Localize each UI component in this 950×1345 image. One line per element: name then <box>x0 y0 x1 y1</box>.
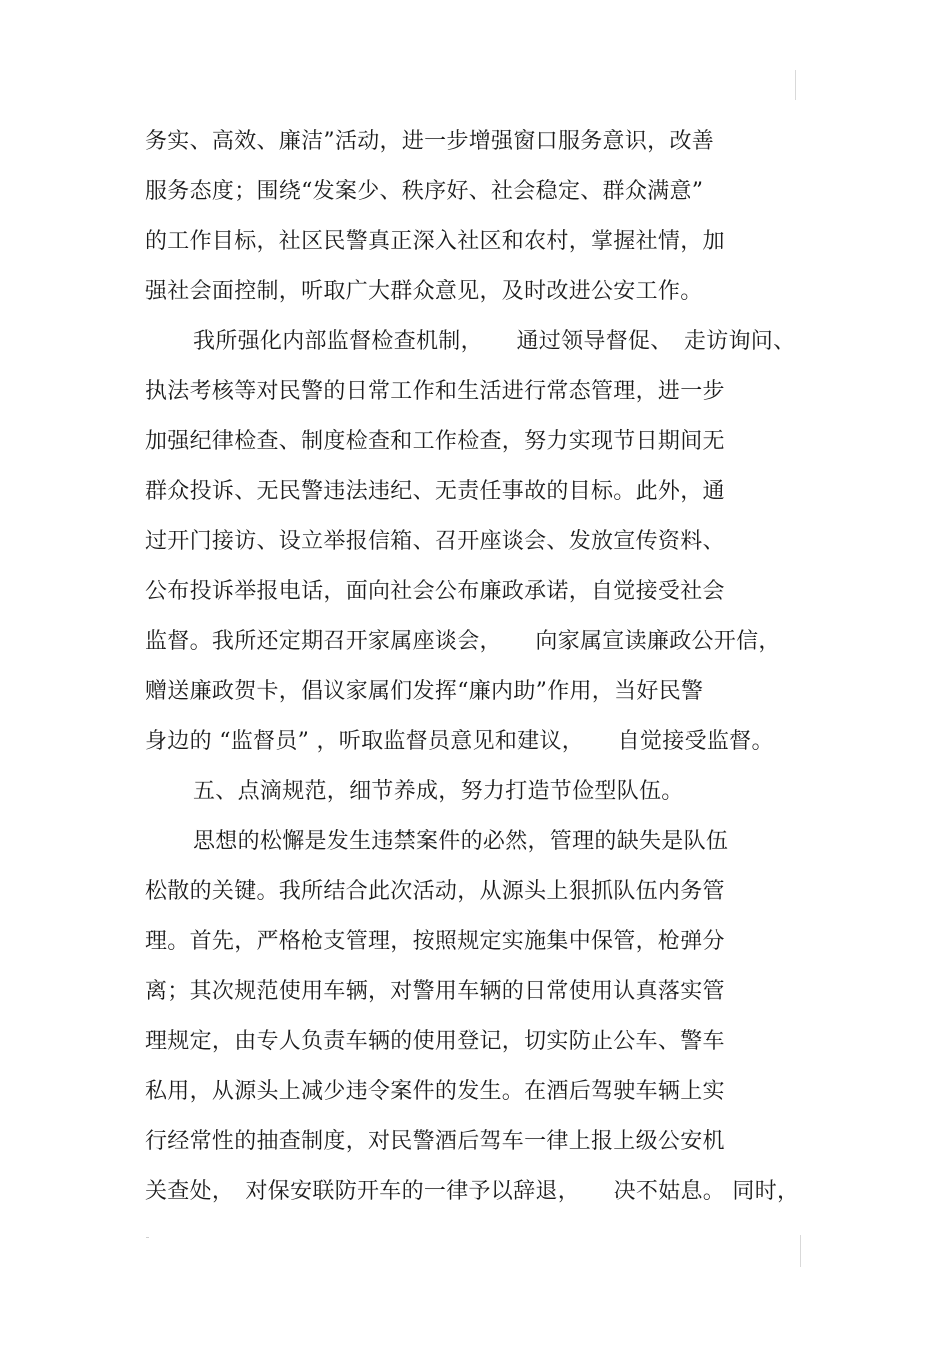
text-line: 理规定，由专人负责车辆的使用登记，切实防止公车、警车 <box>145 1029 725 1054</box>
text-line: 松散的关键。我所结合此次活动，从源头上狠抓队伍内务管 <box>145 879 725 904</box>
text-line: 强社会面控制，听取广大群众意见，及时改进公安工作。 <box>145 279 703 304</box>
text-line: 加强纪律检查、制度检查和工作检查，努力实现节日期间无 <box>145 429 725 454</box>
text-line: 行经常性的抽查制度，对民警酒后驾车一律上报上级公安机 <box>145 1129 725 1154</box>
paragraph-start-line: 思想的松懈是发生违禁案件的必然，管理的缺失是队伍 <box>193 829 729 854</box>
corner-mark <box>146 1237 149 1238</box>
text-line: 过开门接访、设立举报信箱、召开座谈会、发放宣传资料、 <box>145 529 725 554</box>
text-line: 理。首先，严格枪支管理，按照规定实施集中保管，枪弹分 <box>145 929 725 954</box>
text-line: 服务态度；围绕“发案少、秩序好、社会稳定、群众满意” <box>145 179 704 204</box>
text-line: 公布投诉举报电话，面向社会公布廉政承诺，自觉接受社会 <box>145 579 725 604</box>
text-line: 的工作目标，社区民警真正深入社区和农村，掌握社情，加 <box>145 229 725 254</box>
text-line: 务实、高效、廉洁”活动，进一步增强窗口服务意识，改善 <box>145 129 715 154</box>
margin-mark-top <box>795 70 796 100</box>
text-line: 私用，从源头上减少违令案件的发生。在酒后驾驶车辆上实 <box>145 1079 725 1104</box>
margin-mark-bottom <box>800 1235 801 1267</box>
text-line: 赠送廉政贺卡，倡议家属们发挥“廉内助”作用，当好民警 <box>145 679 704 704</box>
text-line: 执法考核等对民警的日常工作和生活进行常态管理，进一步 <box>145 379 725 404</box>
text-line: 身边的 “监督员” ，听取监督员意见和建议， 自觉接受监督。 <box>145 729 774 754</box>
text-line: 群众投诉、无民警违法违纪、无责任事故的目标。此外，通 <box>145 479 725 504</box>
text-line: 关查处， 对保安联防开车的一律予以辞退， 决不姑息。 同时， <box>145 1179 800 1204</box>
text-line: 离；其次规范使用车辆，对警用车辆的日常使用认真落实管 <box>145 979 725 1004</box>
paragraph-start-line: 我所强化内部监督检查机制， 通过领导督促、 走访询问、 <box>193 329 796 354</box>
text-line: 监督。我所还定期召开家属座谈会， 向家属宣读廉政公开信， <box>145 629 781 654</box>
section-heading: 五、点滴规范，细节养成，努力打造节俭型队伍。 <box>193 779 684 804</box>
